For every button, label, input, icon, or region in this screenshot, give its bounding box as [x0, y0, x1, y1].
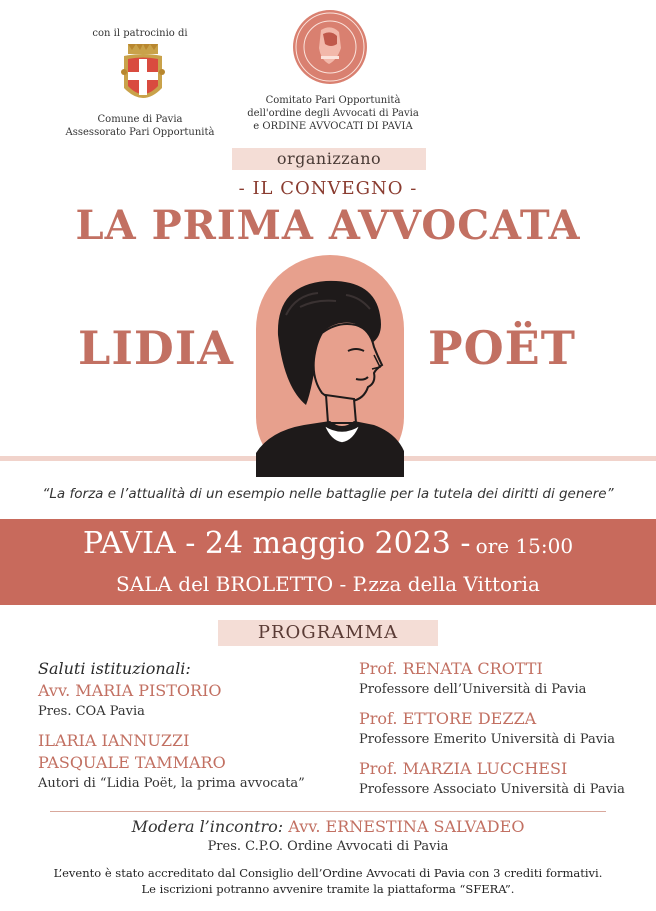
moderator-role: Pres. C.P.O. Ordine Avvocati di Pavia	[207, 839, 449, 854]
committee-line-1: Comitato Pari Opportunità	[265, 95, 401, 106]
convegno-label: - IL CONVEGNO -	[238, 178, 418, 199]
role-crotti: Professore dell’Università di Pavia	[359, 682, 587, 697]
programma-label: PROGRAMMA	[257, 622, 399, 643]
saluti-label: Saluti istituzionali:	[38, 659, 191, 678]
comune-department: Assessorato Pari Opportunità	[65, 127, 215, 138]
speaker-pistorio: Avv. MARIA PISTORIO	[38, 681, 222, 700]
role-pistorio: Pres. COA Pavia	[38, 704, 145, 719]
moderator-label: Modera l’incontro:	[131, 817, 284, 836]
bar-association-seal-icon	[291, 8, 369, 86]
role-dezza: Professore Emerito Università di Pavia	[359, 732, 616, 747]
footer-accreditation: L’evento è stato accreditato dal Consiglio dell’Ordine Avvocati di Pavia con 3 crediti formativi.	[53, 866, 603, 880]
speaker-lucchesi: Prof. MARZIA LUCCHESI	[359, 759, 568, 778]
organizzano-label: organizzano	[276, 149, 382, 168]
committee-line-2: dell'ordine degli Avvocati di Pavia	[247, 108, 419, 119]
comune-name: Comune di Pavia	[97, 114, 183, 125]
patronage-label: con il patrocinio di	[92, 28, 188, 39]
name-first: LIDIA	[78, 321, 234, 375]
comune-block	[60, 113, 220, 139]
pavia-coat-of-arms-icon	[118, 42, 168, 112]
event-date-line	[0, 526, 656, 561]
role-authors: Autori di “Lidia Poët, la prima avvocata”	[38, 776, 305, 791]
event-date: PAVIA - 24 maggio 2023 -	[82, 526, 471, 561]
speaker-tammaro: PASQUALE TAMMARO	[38, 753, 226, 772]
speaker-crotti: Prof. RENATA CROTTI	[359, 659, 543, 678]
moderator-name: Avv. ERNESTINA SALVADEO	[288, 817, 525, 836]
moderator-line	[0, 817, 656, 836]
program-right-column	[359, 658, 649, 800]
event-quote: “La forza e l’attualità di un esempio nelle battaglie per la tutela dei diritti di genere”	[42, 486, 614, 502]
role-lucchesi: Professore Associato Università di Pavia	[359, 782, 625, 797]
moderator-separator	[50, 811, 606, 812]
speaker-iannuzzi: ILARIA IANNUZZI	[38, 731, 190, 750]
lidia-poet-portrait-illustration	[256, 255, 404, 477]
main-title: LA PRIMA AVVOCATA	[75, 202, 581, 249]
footer-registration: Le iscrizioni potranno avvenire tramite la piattaforma “SFERA”.	[141, 882, 515, 896]
committee-block	[228, 94, 438, 133]
speaker-dezza: Prof. ETTORE DEZZA	[359, 709, 537, 728]
name-last: POËT	[428, 321, 576, 375]
divider-stripe-right	[402, 456, 656, 461]
committee-line-3: e ORDINE AVVOCATI DI PAVIA	[253, 121, 413, 132]
program-left-column	[38, 658, 338, 794]
event-time: ore 15:00	[475, 534, 574, 558]
event-venue: SALA del BROLETTO - P.zza della Vittoria	[116, 572, 540, 596]
divider-stripe-left	[0, 456, 258, 461]
